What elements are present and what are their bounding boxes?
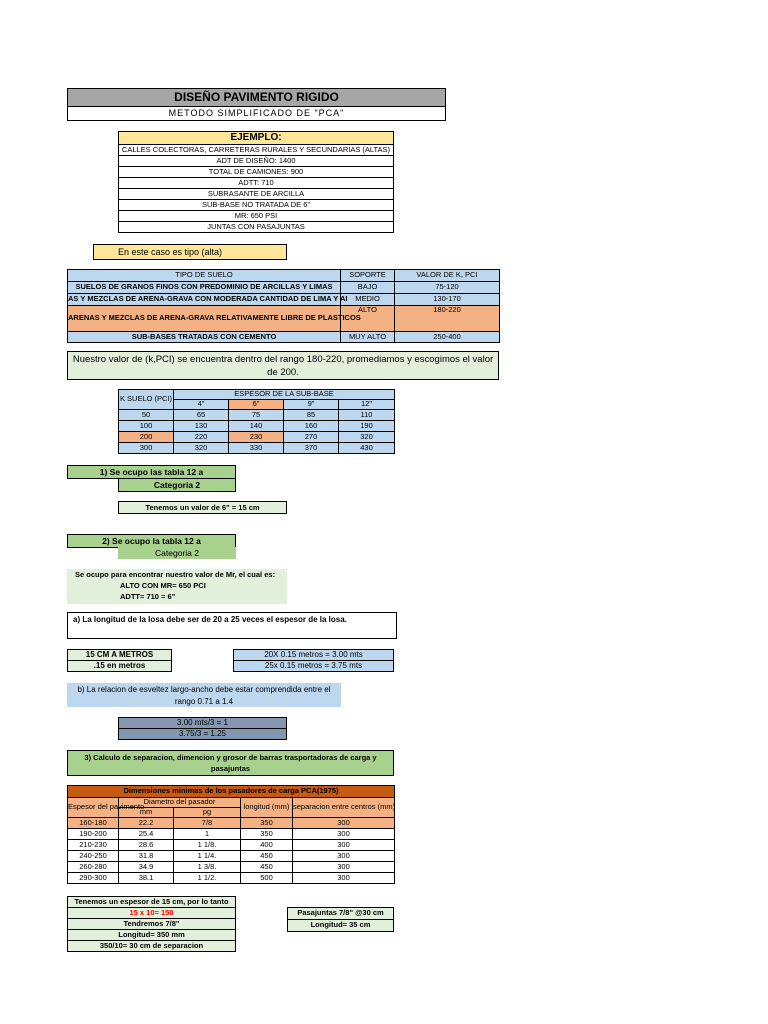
dowel-cell: 450	[241, 862, 293, 873]
step2-category: Categoria 2	[118, 547, 236, 559]
k-thickness: 4"	[174, 400, 229, 410]
example-row: SUB-BASE NO TRATADA DE 6"	[119, 200, 394, 211]
dowel-h-espesor: Espesor del pavimento	[68, 798, 119, 818]
dowel-h-mm: mm	[119, 808, 174, 818]
dowel-cell: 190-200	[68, 829, 119, 840]
k-cell: 270	[284, 432, 339, 443]
dowel-cell: 450	[241, 851, 293, 862]
dowel-cell: 1	[174, 829, 241, 840]
soil-header-soporte: SOPORTE	[341, 270, 395, 282]
dowel-cell: 7/8	[174, 818, 241, 829]
result-line: 350/10= 30 cm de separacion	[68, 941, 236, 952]
soil-cell: 130-170	[395, 294, 500, 306]
dowel-cell: 290-300	[68, 873, 119, 884]
k-cell: 430	[339, 443, 395, 454]
k-cell: 220	[174, 432, 229, 443]
example-row: ADT DE DISEÑO: 1400	[119, 156, 394, 167]
step2-mr-text: Se ocupo para encontrar nuestro valor de Mr, el cual es:	[75, 570, 276, 579]
step2-mr-line2: ADTT= 710 = 6"	[120, 592, 176, 601]
dowel-cell: 300	[293, 829, 395, 840]
k-thickness: 9"	[284, 400, 339, 410]
k-cell: 300	[119, 443, 174, 454]
result-right-table	[287, 907, 394, 932]
dowel-cell: 300	[293, 873, 395, 884]
k-table	[118, 389, 395, 454]
dowel-cell: 34.9	[119, 862, 174, 873]
k-thickness: 12"	[339, 400, 395, 410]
step1-value: Tenemos un valor de 6" = 15 cm	[118, 501, 287, 514]
result-table	[67, 896, 236, 952]
k-group-header: ESPESOR DE LA SUB-BASE	[174, 390, 395, 400]
dowel-cell: 300	[293, 818, 395, 829]
dowel-cell: 38.1	[119, 873, 174, 884]
dowel-cell: 240-250	[68, 851, 119, 862]
soil-cell: BAJO	[341, 282, 395, 294]
slab-b-text: b) La relacion de esveltez largo-ancho debe estar comprendida entre el rango 0.71 a 1.4	[67, 683, 341, 707]
result-line: Tenemos un espesor de 15 cm, por lo tanto	[68, 897, 236, 908]
k-cell: 75	[229, 410, 284, 421]
dowel-cell: 25.4	[119, 829, 174, 840]
k-col-header: K SUELO (PCI)	[119, 390, 174, 410]
soil-cell: AS Y MEZCLAS DE ARENA-GRAVA CON MODERADA CANTIDAD DE LIMA Y AI	[68, 294, 341, 306]
page-subtitle: METODO SIMPLIFICADO DE "PCA"	[67, 106, 446, 121]
ratio1: 3.00 mts/3 = 1	[118, 717, 287, 729]
dowel-title: Dimensiones minimas de los pasadores de carga PCA(1975)	[68, 786, 395, 798]
dowel-cell: 31.8	[119, 851, 174, 862]
dowel-cell: 350	[241, 818, 293, 829]
soil-cell: 250-400	[395, 332, 500, 343]
k-cell: 110	[339, 410, 395, 421]
slab-a-text: a) La longitud de la losa debe ser de 20 a 25 veces el espesor de la losa.	[67, 612, 397, 639]
dowel-cell: 300	[293, 851, 395, 862]
dowel-cell: 1 1/4.	[174, 851, 241, 862]
result-line-highlight: 15 x 10= 150	[68, 908, 236, 919]
ratio2: 3.75/3 = 1.25	[118, 728, 287, 740]
step1-label: 1) Se ocupo las tabla 12 a	[67, 465, 236, 479]
slab-right2: 25x 0.15 metros = 3.75 mts	[233, 660, 394, 672]
k-cell: 190	[339, 421, 395, 432]
example-row: CALLES COLECTORAS, CARRETERAS RURALES Y SECUNDARIAS (ALTAS)	[119, 145, 394, 156]
step2-mr-line1: ALTO CON MR= 650 PCI	[120, 581, 206, 590]
k-thickness: 6"	[229, 400, 284, 410]
step1-category: Categoria 2	[118, 478, 236, 492]
page-title: DISEÑO PAVIMENTO RIGIDO	[67, 88, 446, 107]
k-cell: 130	[174, 421, 229, 432]
dowel-cell: 160-180	[68, 818, 119, 829]
dowel-cell: 1 1/8.	[174, 840, 241, 851]
step3-label: 3) Calculo de separacion, dimencion y grosor de barras trasportadoras de carga y pasajuntas	[67, 750, 394, 776]
dowel-cell: 1 1/2.	[174, 873, 241, 884]
k-cell: 100	[119, 421, 174, 432]
k-cell: 85	[284, 410, 339, 421]
dowel-cell: 260-280	[68, 862, 119, 873]
dowel-table	[67, 785, 395, 884]
soil-header-tipo: TIPO DE SUELO	[68, 270, 341, 282]
result-right-line: Pasajuntas 7/8" @30 cm	[288, 908, 394, 920]
example-row: SUBRASANTE DE ARCILLA	[119, 189, 394, 200]
example-row: TOTAL DE CAMIONES: 900	[119, 167, 394, 178]
step2-mr-block	[67, 569, 287, 604]
soil-cell: ALTO	[341, 306, 395, 332]
dowel-h-separacion: separacion entre centros (mm)	[293, 798, 395, 818]
dowel-cell: 500	[241, 873, 293, 884]
soil-cell: MEDIO	[341, 294, 395, 306]
example-row: MR: 650 PSI	[119, 211, 394, 222]
soil-cell: SUB-BASES TRATADAS CON CEMENTO	[68, 332, 341, 343]
dowel-cell: 400	[241, 840, 293, 851]
k-cell: 320	[174, 443, 229, 454]
dowel-cell: 300	[293, 862, 395, 873]
k-cell: 65	[174, 410, 229, 421]
soil-cell: SUELOS DE GRANOS FINOS CON PREDOMINIO DE ARCILLAS Y LIMAS	[68, 282, 341, 294]
example-row: JUNTAS CON PASAJUNTAS	[119, 222, 394, 233]
result-right-line: Longitud= 35 cm	[288, 920, 394, 932]
k-cell: 50	[119, 410, 174, 421]
k-value-note: Nuestro valor de (k,PCI) se encuentra dentro del rango 180-220, promediamos y escogimos el valor de 200.	[67, 351, 499, 380]
result-line: Tendremos 7/8"	[68, 919, 236, 930]
k-cell: 160	[284, 421, 339, 432]
slab-right1: 20X 0.15 metros = 3.00 mts	[233, 649, 394, 661]
k-cell: 230	[229, 432, 284, 443]
soil-cell: ARENAS Y MEZCLAS DE ARENA-GRAVA RELATIVAMENTE LIBRE DE PLASTICOS	[68, 306, 341, 332]
soil-header-valor: VALOR DE K, PCI	[395, 270, 500, 282]
dowel-cell: 350	[241, 829, 293, 840]
soil-cell: 180-220	[395, 306, 500, 332]
dowel-cell: 22.2	[119, 818, 174, 829]
dowel-cell: 1 3/8.	[174, 862, 241, 873]
k-cell: 330	[229, 443, 284, 454]
result-line: Longitud= 350 mm	[68, 930, 236, 941]
example-table	[118, 144, 394, 233]
step2-label: 2) Se ocupo la tabla 12 a	[67, 534, 236, 548]
dowel-cell: 210-230	[68, 840, 119, 851]
k-cell: 140	[229, 421, 284, 432]
dowel-h-pg: pg	[174, 808, 241, 818]
slab-left2: .15 en metros	[67, 660, 172, 672]
case-note: En este caso es tipo (alta)	[93, 244, 287, 260]
example-row: ADTT: 710	[119, 178, 394, 189]
k-cell: 370	[284, 443, 339, 454]
soil-cell: 75-120	[395, 282, 500, 294]
slab-left1: 15 CM A METROS	[67, 649, 172, 661]
soil-table	[67, 269, 500, 343]
dowel-cell: 28.6	[119, 840, 174, 851]
k-cell: 200	[119, 432, 174, 443]
example-heading: EJEMPLO:	[118, 131, 394, 145]
k-cell: 320	[339, 432, 395, 443]
soil-cell: MUY ALTO	[341, 332, 395, 343]
dowel-h-longitud: longitud (mm)	[241, 798, 293, 818]
dowel-cell: 300	[293, 840, 395, 851]
dowel-h-diametro: Diametro del pasador	[119, 798, 241, 808]
